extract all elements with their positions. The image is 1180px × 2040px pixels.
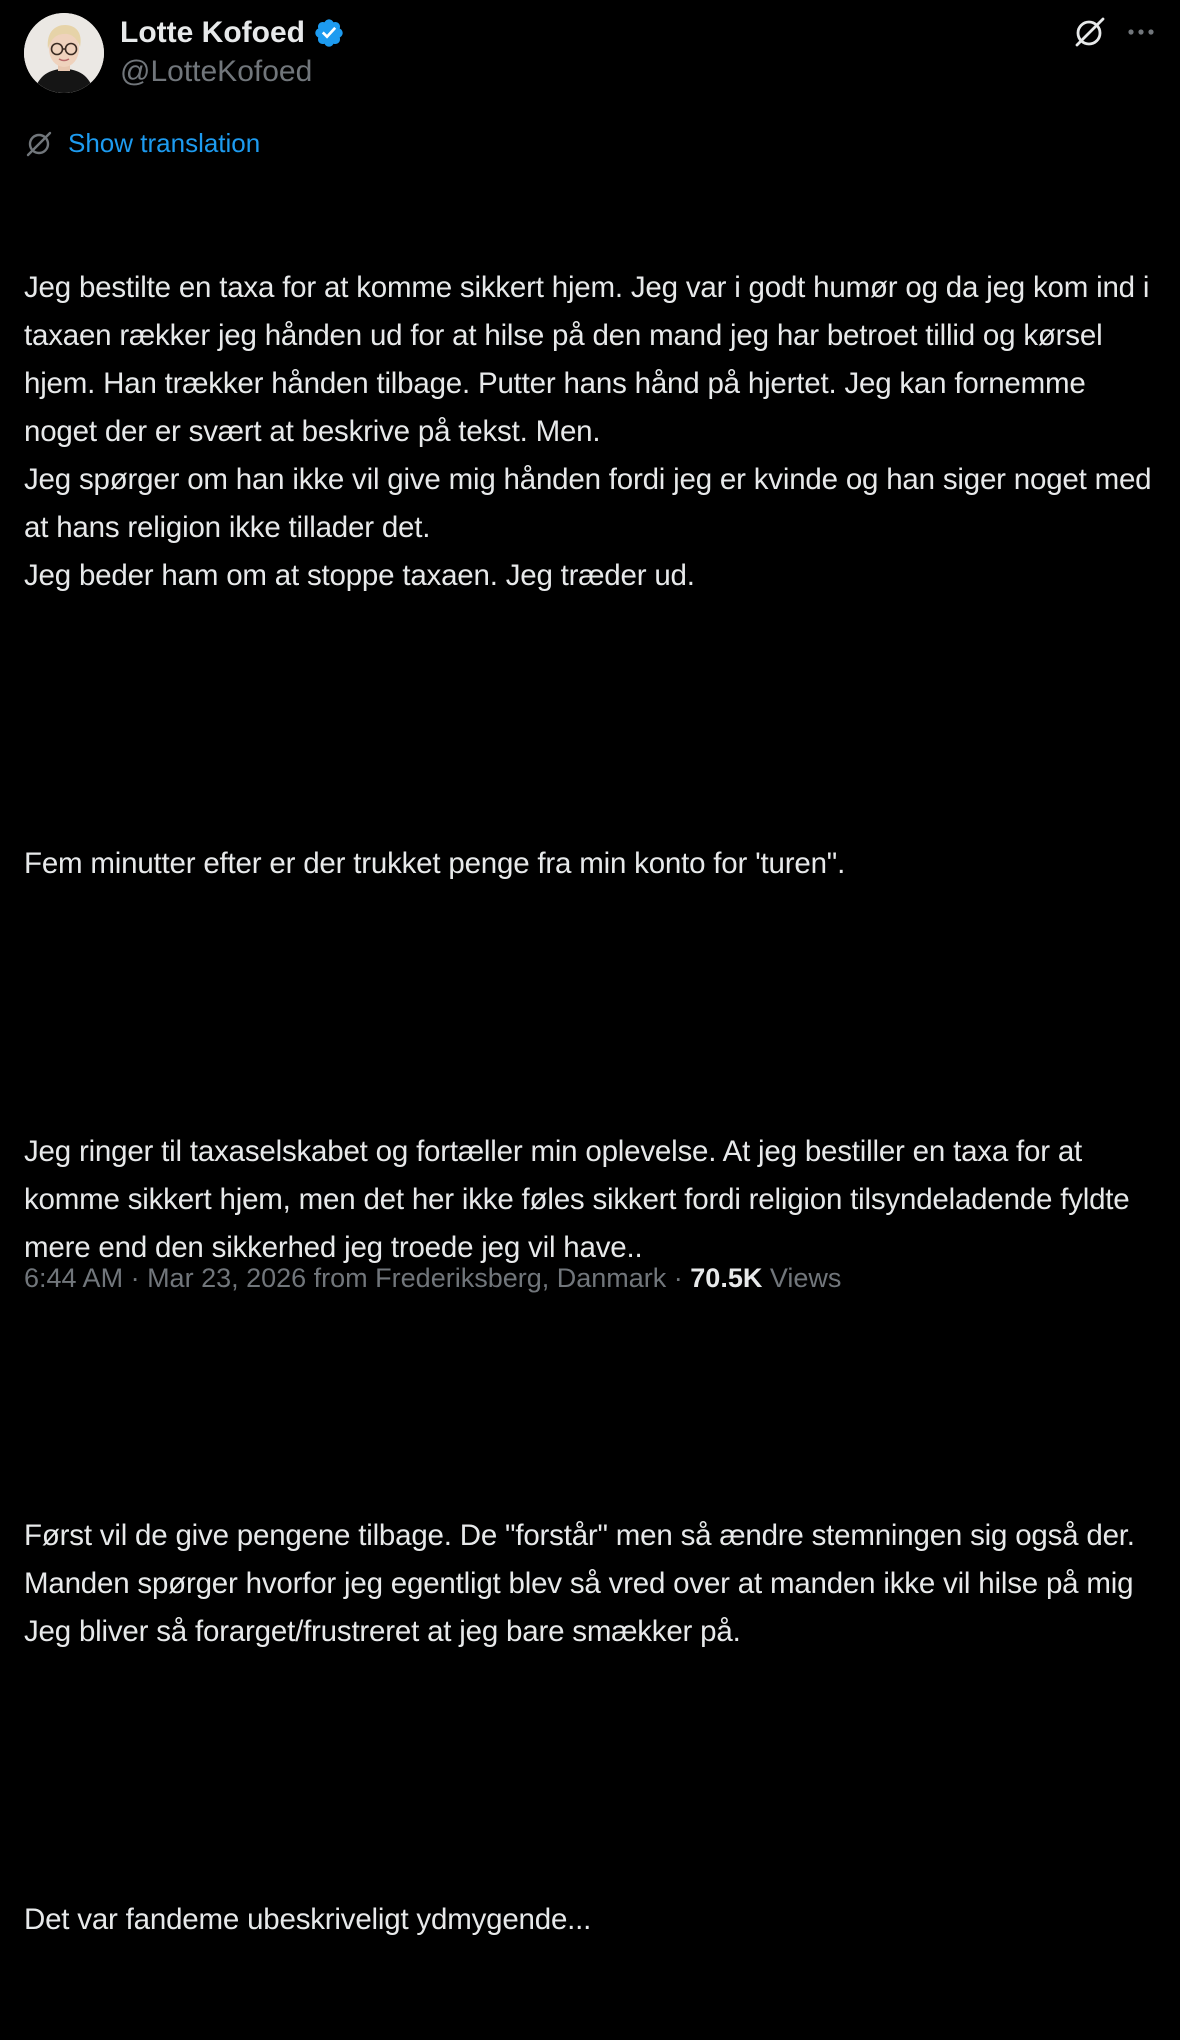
translate-icon: [24, 128, 54, 158]
user-handle[interactable]: @LotteKofoed: [120, 55, 313, 88]
translation-row: [24, 128, 260, 158]
paragraph-spacer: [24, 1368, 1164, 1416]
more-icon[interactable]: [1126, 14, 1156, 50]
display-name-row: [120, 14, 345, 52]
meta-separator: ·: [123, 1263, 148, 1293]
meta-separator: ·: [666, 1263, 691, 1293]
tweet-text: [24, 168, 1164, 2040]
tweet-paragraph: Jeg bestilte en taxa for at komme sikkert hjem. Jeg var i godt humør og da jeg kom ind i taxaen rækker jeg hånden ud for at hilse på den mand jeg har betroet tillid og kørsel hjem. Han trækker hånden tilbage. Putter hans hånd på hjertet. Jeg kan fornemme noget der er svært at beskrive på tekst. Men. Jeg spørger om han ikke vil give mig hånden fordi jeg er kvinde og han siger noget med at hans religion ikke tillader det. Jeg beder ham om at stoppe taxaen. Jeg træder ud.: [24, 271, 1152, 592]
verified-badge-icon[interactable]: [313, 17, 345, 49]
tweet-paragraph: Det var fandeme ubeskriveligt ydmygende...: [24, 1903, 592, 1936]
tweet-meta: [24, 1254, 841, 1302]
header-actions: [1072, 14, 1156, 50]
tweet-location: from Frederiksberg, Danmark: [306, 1263, 667, 1293]
user-names: [120, 14, 345, 92]
avatar-portrait-icon: [24, 13, 104, 93]
display-name[interactable]: Lotte Kofoed: [120, 16, 305, 49]
tweet-date[interactable]: Mar 23, 2026: [147, 1263, 307, 1293]
tweet-paragraph: Først vil de give pengene tilbage. De "forstår" men så ændre stemningen sig også der. Manden spørger hvorfor jeg egentligt blev så vred over at manden ikke vil hilse på mig Jeg bliver så forarget/frustreret at jeg bare smækker på.: [24, 1519, 1143, 1648]
paragraph-spacer: [24, 1752, 1164, 1800]
paragraph-spacer: [24, 696, 1164, 744]
grok-icon[interactable]: [1072, 14, 1108, 50]
show-translation-link[interactable]: Show translation: [68, 127, 261, 158]
tweet-paragraph: Fem minutter efter er der trukket penge fra min konto for 'turen".: [24, 847, 846, 880]
paragraph-spacer: [24, 984, 1164, 1032]
avatar[interactable]: [24, 13, 104, 93]
views-label: Views: [762, 1263, 842, 1293]
tweet-header: [24, 10, 1156, 94]
views-count: 70.5K: [690, 1263, 763, 1293]
tweet-paragraph: Jeg ringer til taxaselskabet og fortæller min oplevelse. At jeg bestiller en taxa for at komme sikkert hjem, men det her ikke føles sikkert fordi religion tilsyndeladende fyldte mere end den sikkerhed jeg troede jeg vil have..: [24, 1135, 1138, 1264]
tweet-time[interactable]: 6:44 AM: [24, 1263, 124, 1293]
